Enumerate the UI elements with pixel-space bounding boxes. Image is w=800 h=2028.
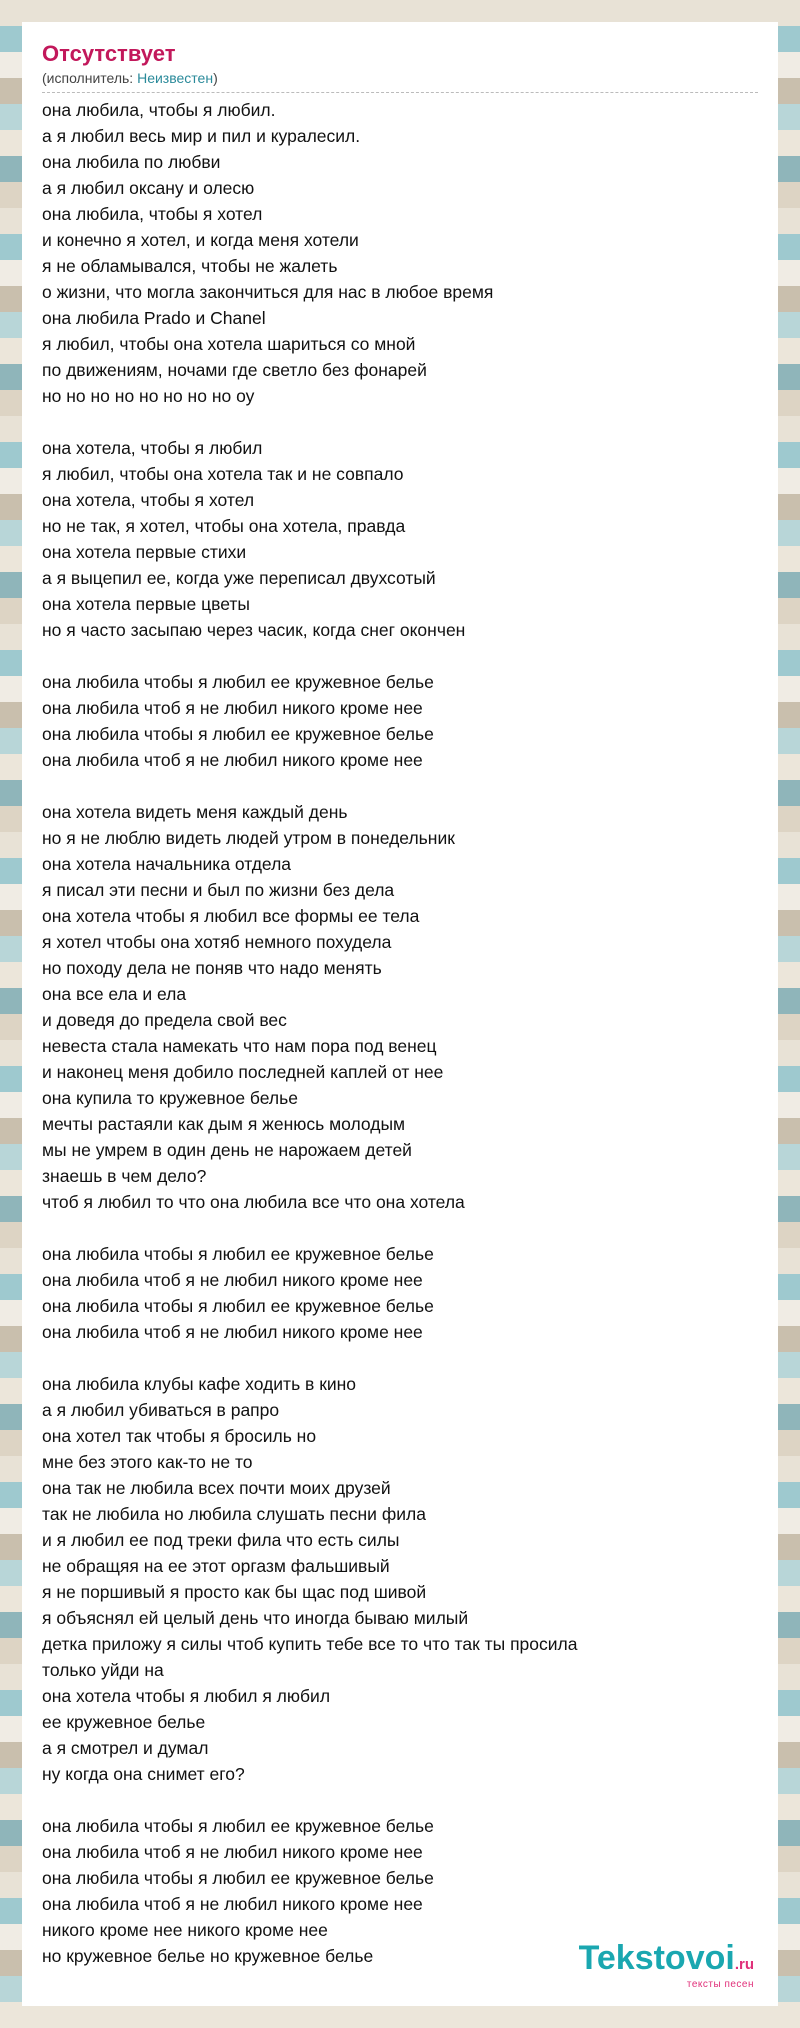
lyric-line: она хотела чтобы я любил все формы ее тела <box>42 906 420 926</box>
lyric-line: я не поршивый я просто как бы щас под шивой <box>42 1582 427 1602</box>
lyric-line: и конечно я хотел, и когда меня хотели <box>42 230 359 250</box>
lyric-line: невеста стала намекать что нам пора под венец <box>42 1036 437 1056</box>
lyric-line: ее кружевное белье <box>42 1712 206 1732</box>
lyric-line: но я не люблю видеть людей утром в понедельник <box>42 828 455 848</box>
lyric-line: о жизни, что могла закончиться для нас в любое время <box>42 282 494 302</box>
logo-tagline: тексты песен <box>686 1979 754 1990</box>
logo-domain: .ru <box>734 1956 754 1973</box>
lyric-line: она любила чтобы я любил ее кружевное белье <box>42 1296 434 1316</box>
lyric-line: она любила Prado и Chanel <box>42 308 266 328</box>
stanza-break <box>42 1215 758 1241</box>
lyric-line: она хотел так чтобы я бросиль но <box>42 1426 317 1446</box>
lyric-line: она хотела первые стихи <box>42 542 247 562</box>
lyric-line: а я любил оксану и олесю <box>42 178 255 198</box>
lyric-line: только уйди на <box>42 1660 164 1680</box>
lyric-line: никого кроме нее никого кроме нее <box>42 1920 328 1940</box>
lyric-line: она любила по любви <box>42 152 221 172</box>
stanza-break <box>42 1345 758 1371</box>
stanza-break <box>42 643 758 669</box>
lyric-line: она любила клубы кафе ходить в кино <box>42 1374 357 1394</box>
lyric-line: я объяснял ей целый день что иногда бываю милый <box>42 1608 469 1628</box>
lyric-line: она хотела первые цветы <box>42 594 250 614</box>
lyric-line: она любила чтоб я не любил никого кроме нее <box>42 1270 423 1290</box>
lyric-line: мне без этого как-то не то <box>42 1452 253 1472</box>
lyric-line: и я любил ее под треки фила что есть силы <box>42 1530 400 1550</box>
lyric-line: она хотела начальника отдела <box>42 854 292 874</box>
artist-suffix: ) <box>213 70 218 86</box>
lyric-line: по движениям, ночами где светло без фонарей <box>42 360 427 380</box>
stanza-break <box>42 1787 758 1813</box>
lyric-line: и наконец меня добило последней каплей от нее <box>42 1062 444 1082</box>
lyric-line: она хотела видеть меня каждый день <box>42 802 348 822</box>
lyric-line: а я любил весь мир и пил и куралесил. <box>42 126 361 146</box>
lyric-line: она любила чтоб я не любил никого кроме нее <box>42 1842 423 1862</box>
song-title: Отсутствует <box>42 41 176 66</box>
artist-prefix: (исполнитель: <box>42 70 138 86</box>
lyric-line: но не так, я хотел, чтобы она хотела, правда <box>42 516 406 536</box>
lyric-line: так не любила но любила слушать песни фила <box>42 1504 426 1524</box>
lyric-line: но я часто засыпаю через часик, когда снег окончен <box>42 620 466 640</box>
lyric-line: мечты растаяли как дым я женюсь молодым <box>42 1114 406 1134</box>
lyric-line: но кружевное белье но кружевное белье <box>42 1946 374 1966</box>
lyric-line: мы не умрем в один день не нарожаем детей <box>42 1140 412 1160</box>
lyric-line: она хотела, чтобы я любил <box>42 438 263 458</box>
lyrics-text <box>42 97 758 1969</box>
artist-line <box>42 68 758 93</box>
lyric-line: но но но но но но но но оу <box>42 386 255 406</box>
lyric-line: детка приложу я силы чтоб купить тебе все то что так ты просила <box>42 1634 578 1654</box>
lyric-line: ну когда она снимет его? <box>42 1764 245 1784</box>
lyric-line: она любила чтобы я любил ее кружевное белье <box>42 1868 434 1888</box>
lyric-line: она любила чтоб я не любил никого кроме нее <box>42 1322 423 1342</box>
lyric-line: а я выцепил ее, когда уже переписал двухсотый <box>42 568 436 588</box>
lyric-line: она любила чтобы я любил ее кружевное белье <box>42 1244 434 1264</box>
lyric-line: она любила чтоб я не любил никого кроме нее <box>42 750 423 770</box>
lyric-line: чтоб я любил то что она любила все что она хотела <box>42 1192 465 1212</box>
lyric-line: знаешь в чем дело? <box>42 1166 207 1186</box>
lyric-line: она любила чтобы я любил ее кружевное белье <box>42 672 434 692</box>
lyric-line: я писал эти песни и был по жизни без дела <box>42 880 395 900</box>
lyric-line: она купила то кружевное белье <box>42 1088 298 1108</box>
lyric-line: она любила чтобы я любил ее кружевное белье <box>42 1816 434 1836</box>
lyric-line: и доведя до предела свой вес <box>42 1010 287 1030</box>
lyric-line: она любила, чтобы я хотел <box>42 204 263 224</box>
lyric-line: она любила, чтобы я любил. <box>42 100 276 120</box>
lyric-line: я хотел чтобы она хотяб немного похудела <box>42 932 392 952</box>
lyric-line: она любила чтоб я не любил никого кроме нее <box>42 698 423 718</box>
lyric-line: я любил, чтобы она хотела шариться со мной <box>42 334 416 354</box>
lyric-line: она хотела чтобы я любил я любил <box>42 1686 331 1706</box>
lyric-line: она любила чтобы я любил ее кружевное белье <box>42 724 434 744</box>
lyric-line: а я любил убиваться в рапро <box>42 1400 280 1420</box>
tekstovoi-logo[interactable] <box>579 1940 754 1990</box>
lyric-line: она так не любила всех почти моих друзей <box>42 1478 391 1498</box>
logo-wordmark <box>579 1940 754 1983</box>
lyric-line: а я смотрел и думал <box>42 1738 209 1758</box>
logo-name: Tekstovoi <box>578 1939 735 1977</box>
lyric-line: я не обламывался, чтобы не жалеть <box>42 256 338 276</box>
lyric-line: она все ела и ела <box>42 984 187 1004</box>
lyric-line: она хотела, чтобы я хотел <box>42 490 255 510</box>
stanza-break <box>42 409 758 435</box>
lyrics-card <box>22 22 778 2006</box>
stanza-break <box>42 773 758 799</box>
artist-link[interactable]: Неизвестен <box>137 70 214 86</box>
lyric-line: я любил, чтобы она хотела так и не совпало <box>42 464 404 484</box>
lyric-line: она любила чтоб я не любил никого кроме нее <box>42 1894 423 1914</box>
lyric-line: не обращяя на ее этот оргазм фальшивый <box>42 1556 390 1576</box>
lyric-line: но походу дела не поняв что надо менять <box>42 958 382 978</box>
